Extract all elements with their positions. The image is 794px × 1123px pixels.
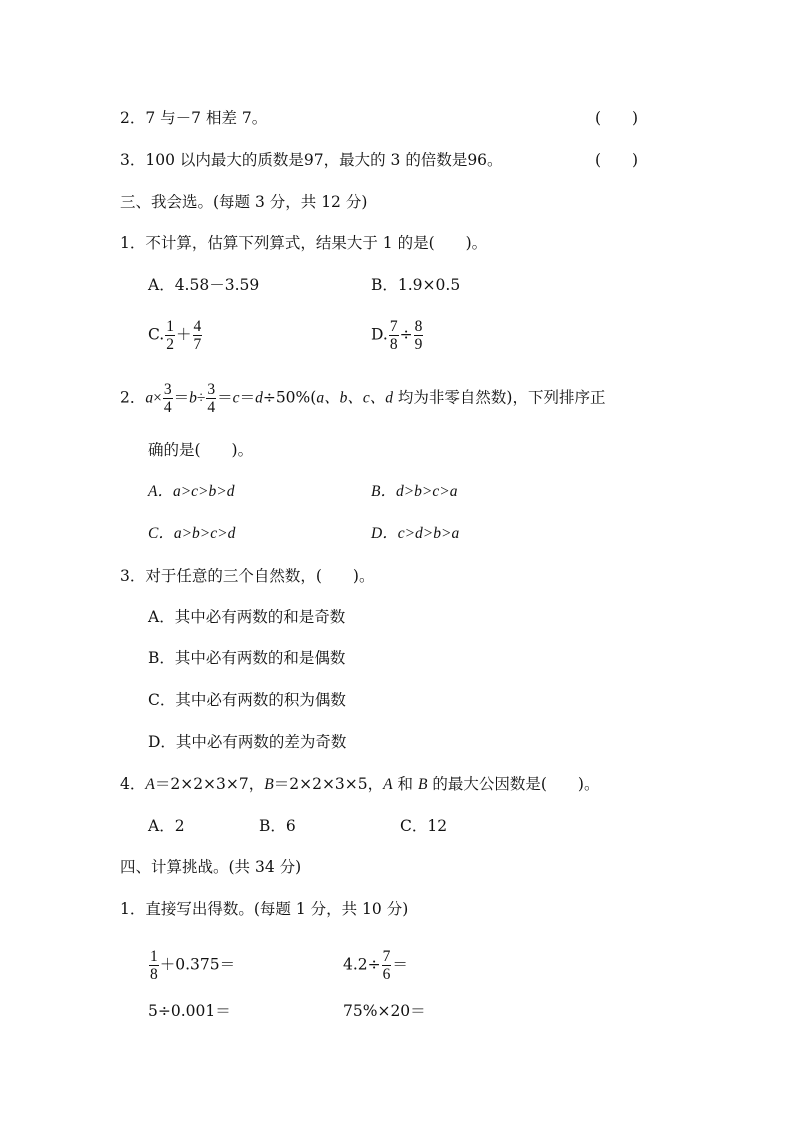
numerator: 7 xyxy=(382,948,391,965)
fraction xyxy=(389,318,399,353)
stem-tail: 的最大公因数是( )。 xyxy=(427,775,600,793)
equals: ＝ xyxy=(239,388,256,407)
expression: ＝2×2×3×5， xyxy=(273,775,384,793)
s3-q2-option-d[interactable]: D．c>d>b>a xyxy=(371,525,460,542)
conjunction: 和 xyxy=(392,775,418,793)
stem-tail: 均为非零自然数)，下列排序正 xyxy=(392,388,606,407)
numerator: 7 xyxy=(389,318,398,335)
equals: ＝ xyxy=(217,388,233,407)
fraction xyxy=(163,381,173,416)
fraction xyxy=(414,318,424,353)
denominator: 7 xyxy=(193,336,202,353)
numerator: 8 xyxy=(414,318,423,335)
numerator: 3 xyxy=(163,381,172,398)
s3-q4-option-a[interactable]: A．2 xyxy=(148,817,185,835)
denominator: 6 xyxy=(382,966,391,983)
question-number: 2． xyxy=(120,388,146,407)
s3-q1-option-d[interactable] xyxy=(371,318,424,353)
s3-q3-option-a[interactable]: A．其中必有两数的和是奇数 xyxy=(148,608,346,626)
section4-title: 四、计算挑战。(共 34 分) xyxy=(120,858,302,876)
var-c: c xyxy=(232,389,240,407)
s3-q4-option-c[interactable]: C．12 xyxy=(400,817,448,835)
denominator: 2 xyxy=(166,336,174,353)
s3-q3-option-d[interactable]: D．其中必有两数的差为奇数 xyxy=(148,733,347,751)
operator: ÷ xyxy=(399,325,413,344)
option-d-prefix: D. xyxy=(371,325,388,344)
denominator: 9 xyxy=(414,336,423,353)
s3-q2-stem-line2: 确的是( )。 xyxy=(148,441,254,459)
fraction xyxy=(193,318,203,353)
judge-q3-text: 3．100 以内最大的质数是97，最大的 3 的倍数是96。 xyxy=(120,151,503,169)
s4-q1-expr-3: 5÷0.001＝ xyxy=(148,1002,231,1020)
s3-q4-option-b[interactable]: B．6 xyxy=(259,817,296,835)
s3-q3-option-c[interactable]: C．其中必有两数的积为偶数 xyxy=(148,691,346,709)
var-b: B xyxy=(264,776,274,793)
var-list: a、b、c、d xyxy=(316,389,393,407)
numerator: 1 xyxy=(150,948,158,965)
s3-q2-option-c[interactable]: C．a>b>c>d xyxy=(148,525,236,542)
judge-q2-answer-paren[interactable]: ( ) xyxy=(595,109,639,127)
expression-rest: ＋0.375＝ xyxy=(159,955,236,974)
s3-q1-option-b[interactable]: B．1.9×0.5 xyxy=(371,276,461,294)
question-number: 4． xyxy=(120,775,146,793)
expression-rest: ＝ xyxy=(392,955,408,974)
denominator: 8 xyxy=(389,336,398,353)
judge-q2-text: 2．7 与－7 相差 7。 xyxy=(120,109,268,127)
s4-q1-expr-4: 75%×20＝ xyxy=(343,1002,426,1020)
s3-q2-stem xyxy=(120,381,605,416)
denominator: 4 xyxy=(163,399,172,416)
denominator: 8 xyxy=(150,966,158,983)
var-b: b xyxy=(189,389,197,407)
var-b: B xyxy=(417,776,428,793)
equals: ＝ xyxy=(173,388,190,407)
operator: × xyxy=(153,389,162,407)
stem-tail: ÷50%( xyxy=(262,388,317,407)
var-a: A xyxy=(145,776,155,793)
fraction xyxy=(382,948,392,983)
numerator: 4 xyxy=(193,318,202,335)
option-c-prefix: C. xyxy=(148,325,165,344)
s3-q1-stem: 1．不计算，估算下列算式，结果大于 1 的是( )。 xyxy=(120,234,488,252)
s3-q2-option-a[interactable]: A．a>c>b>d xyxy=(148,483,235,500)
s3-q4-stem xyxy=(120,774,599,795)
var-d: d xyxy=(255,389,263,407)
s3-q2-option-b[interactable]: B．d>b>c>a xyxy=(371,483,458,500)
fraction xyxy=(165,318,175,353)
expression: ＝2×2×3×7， xyxy=(154,775,265,793)
operator: ÷ xyxy=(196,389,206,407)
fraction xyxy=(206,381,216,416)
s3-q1-option-c[interactable] xyxy=(148,318,203,353)
judge-q3-answer-paren[interactable]: ( ) xyxy=(595,151,639,169)
section3-title: 三、我会选。(每题 3 分，共 12 分) xyxy=(120,193,368,211)
var-a: a xyxy=(145,389,154,407)
s4-q1-expr-2 xyxy=(343,948,408,983)
numerator: 1 xyxy=(166,318,174,335)
expression-prefix: 4.2÷ xyxy=(343,955,381,974)
s3-q3-stem: 3．对于任意的三个自然数，( )。 xyxy=(120,567,375,585)
s4-q1-stem: 1．直接写出得数。(每题 1 分，共 10 分) xyxy=(120,900,409,918)
fraction xyxy=(149,948,159,983)
numerator: 3 xyxy=(207,381,216,398)
var-a: A xyxy=(383,776,393,793)
s3-q3-option-b[interactable]: B．其中必有两数的和是偶数 xyxy=(148,649,346,667)
s4-q1-expr-1 xyxy=(148,948,235,983)
s3-q1-option-a[interactable]: A．4.58－3.59 xyxy=(148,276,260,294)
operator: ＋ xyxy=(175,325,192,344)
denominator: 4 xyxy=(207,399,216,416)
